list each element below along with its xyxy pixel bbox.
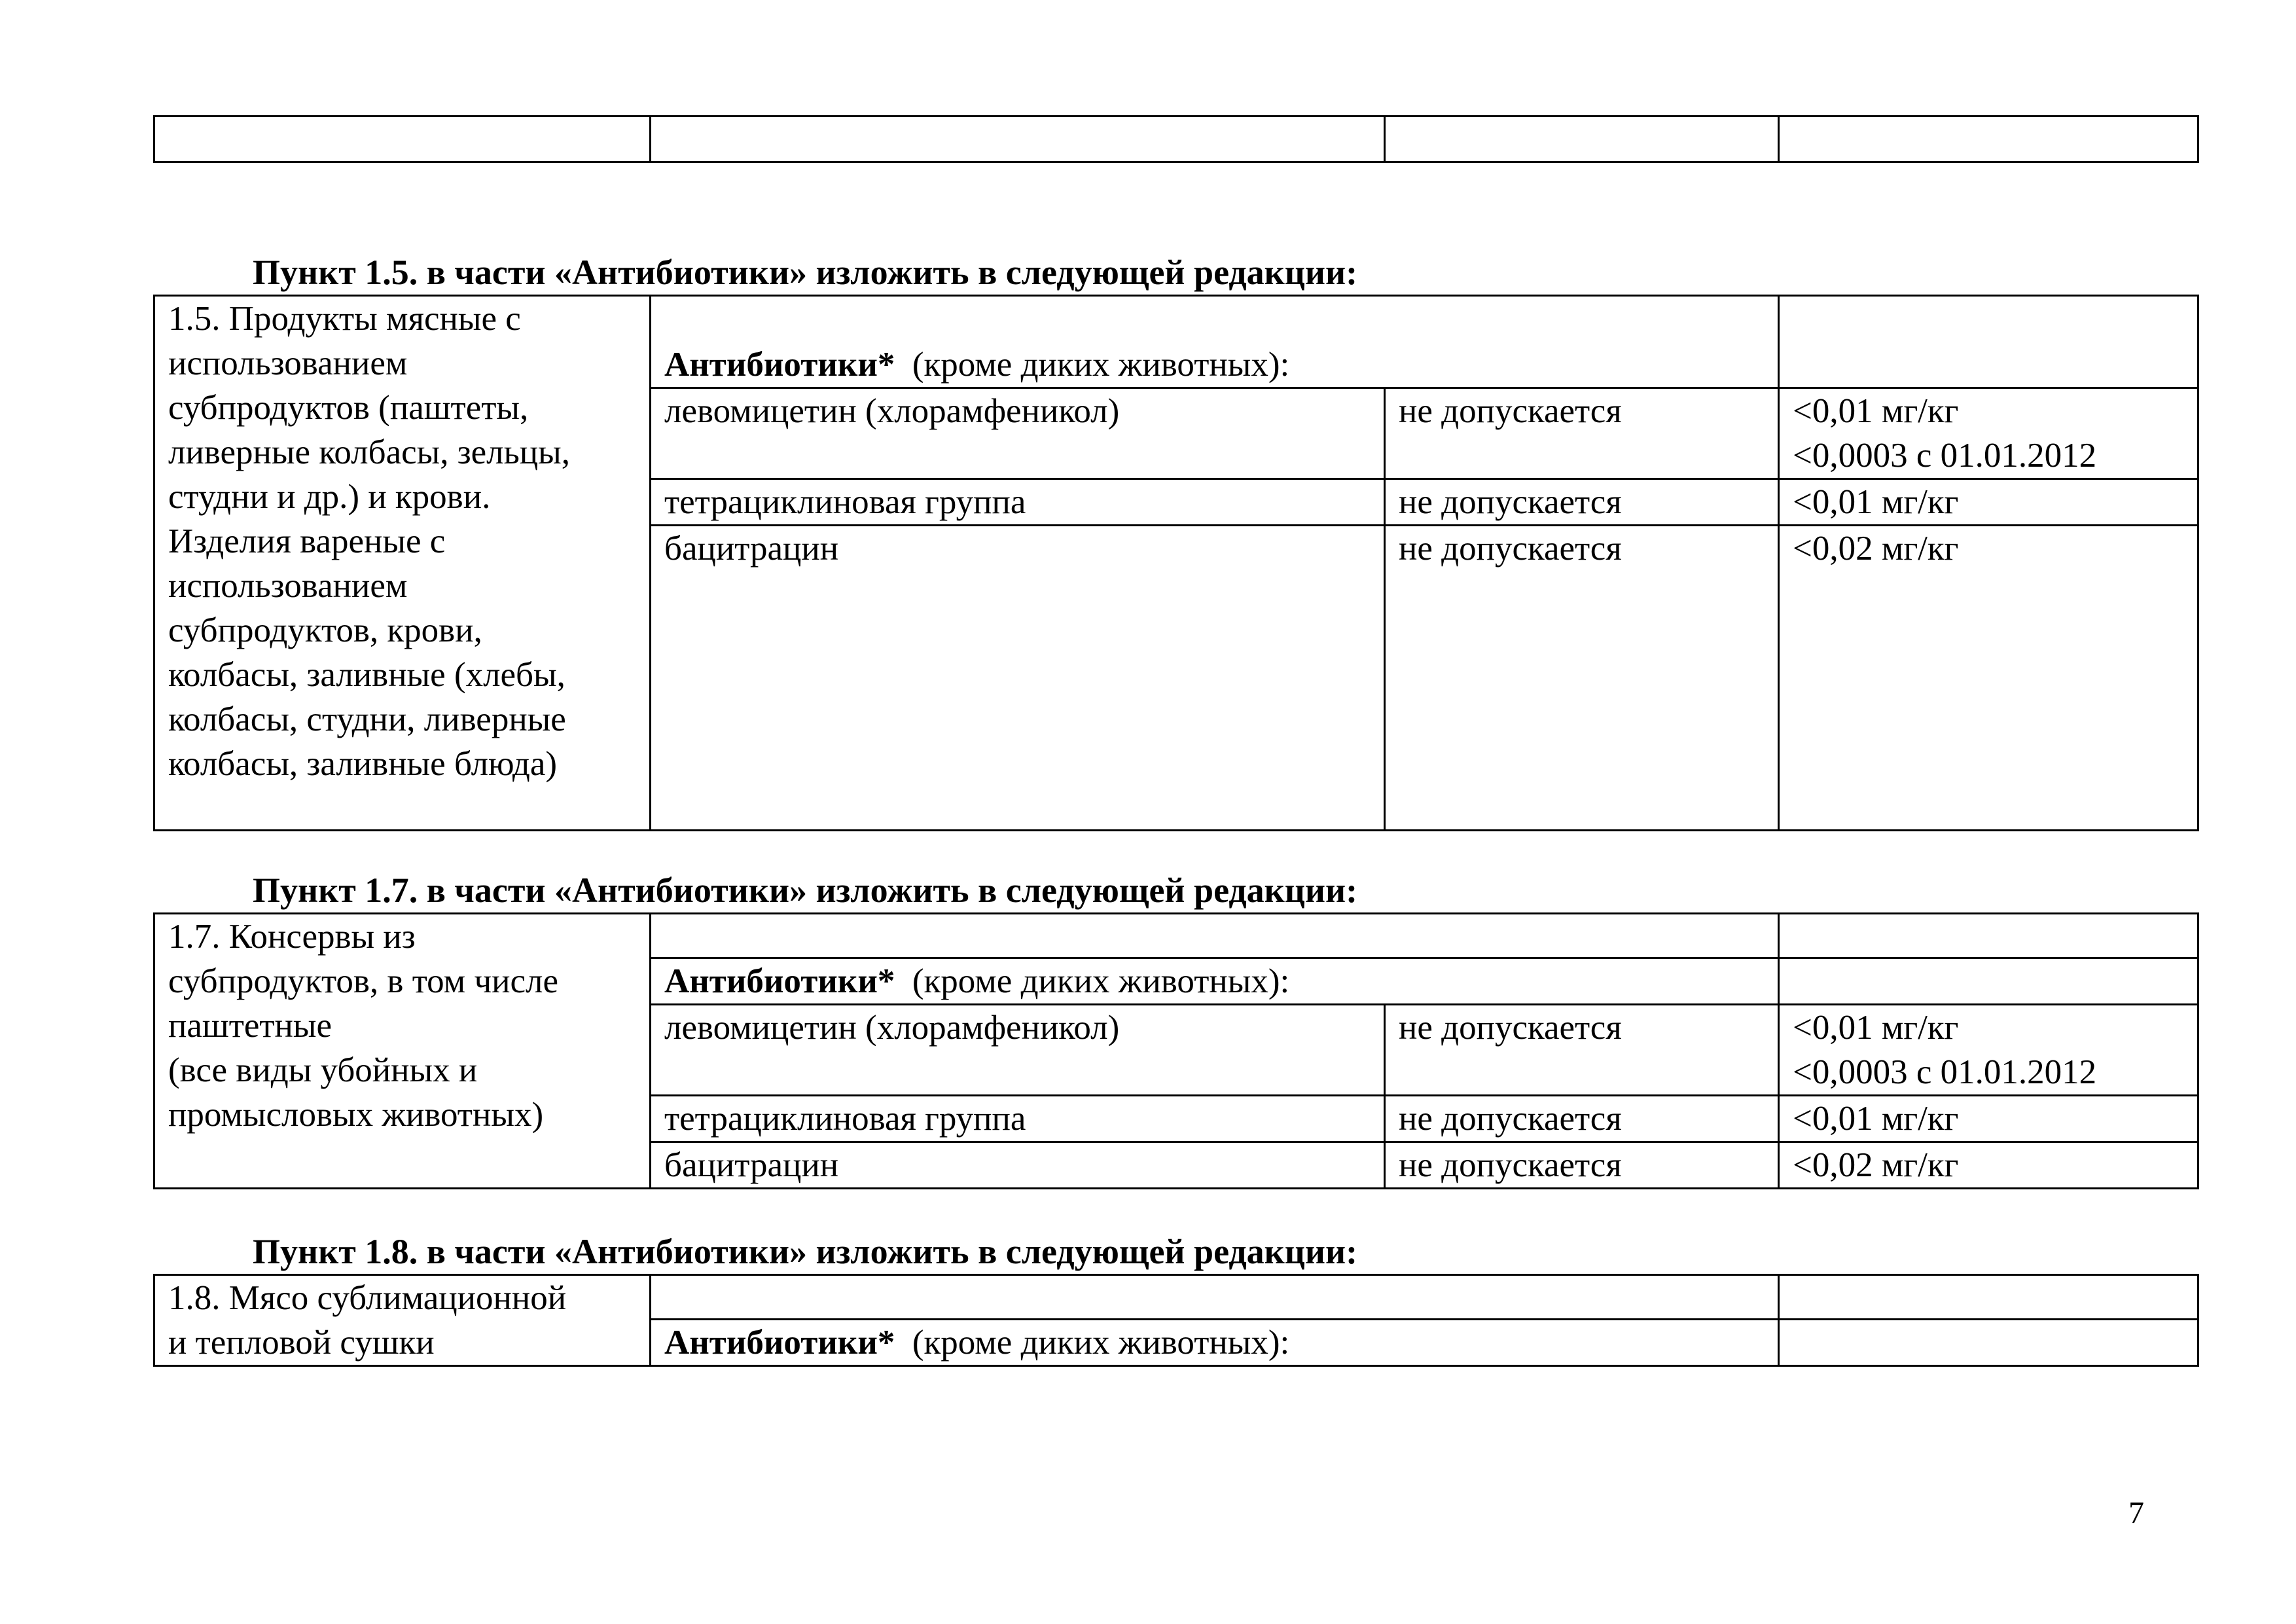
empty-cell: [1779, 958, 2198, 1005]
substance-name: левомицетин (хлорамфеникол): [651, 388, 1385, 479]
substance-limit: [1779, 388, 2198, 479]
group-note: (кроме диких животных):: [912, 1324, 1290, 1362]
section-1-8-heading: Пункт 1.8. в части «Антибиотики» изложить в следующей редакции:: [253, 1232, 1358, 1271]
product-line: субпродуктов (паштеты,: [168, 389, 529, 427]
table-row: [154, 914, 2198, 958]
product-line: 1.8. Мясо сублимационной: [168, 1279, 567, 1317]
top-table: [153, 115, 2199, 163]
table-cell: [651, 117, 1385, 162]
substance-name: левомицетин (хлорамфеникол): [651, 1005, 1385, 1096]
page-number: 7: [2128, 1496, 2144, 1530]
product-line: субпродуктов, в том числе: [168, 962, 558, 1000]
product-line: Изделия вареные с: [168, 522, 446, 560]
product-cell: [154, 296, 651, 831]
product-line: 1.7. Консервы из: [168, 918, 416, 956]
table-cell: [1779, 117, 2198, 162]
product-line: колбасы, заливные блюда): [168, 745, 558, 783]
limit-value: <0,01 мг/кг: [1793, 392, 1959, 430]
section-1-5-table: [153, 295, 2199, 831]
substance-status: не допускается: [1385, 388, 1779, 479]
product-line: 1.5. Продукты мясные с: [168, 300, 521, 338]
group-header-cell: [651, 958, 1779, 1005]
product-line: паштетные: [168, 1007, 332, 1045]
table-cell: [154, 117, 651, 162]
product-line: и тепловой сушки: [168, 1324, 435, 1362]
empty-cell: [1779, 296, 2198, 388]
product-cell: [154, 1275, 651, 1366]
empty-cell: [1779, 914, 2198, 958]
substance-name: бацитрацин: [651, 1142, 1385, 1189]
group-note: (кроме диких животных):: [912, 962, 1290, 1000]
group-note: (кроме диких животных):: [912, 346, 1290, 384]
substance-limit: [1779, 1005, 2198, 1096]
limit-value-2012: <0,0003 с 01.01.2012: [1793, 437, 2097, 475]
product-line: промысловых животных): [168, 1096, 544, 1134]
group-label: Антибиотики*: [664, 1324, 895, 1362]
product-line: использованием: [168, 344, 408, 382]
substance-status: не допускается: [1385, 1096, 1779, 1142]
group-header-cell: [651, 296, 1779, 388]
empty-cell: [651, 1275, 1779, 1320]
substance-name: бацитрацин: [651, 526, 1385, 831]
product-cell: [154, 914, 651, 1189]
substance-status: не допускается: [1385, 1005, 1779, 1096]
substance-name: тетрациклиновая группа: [651, 479, 1385, 526]
product-line: колбасы, студни, ливерные: [168, 700, 566, 738]
product-line: (все виды убойных и: [168, 1051, 478, 1089]
substance-name: тетрациклиновая группа: [651, 1096, 1385, 1142]
section-1-7-heading: Пункт 1.7. в части «Антибиотики» изложить в следующей редакции:: [253, 871, 1358, 910]
product-line: ливерные колбасы, зельцы,: [168, 433, 571, 471]
limit-value-2012: <0,0003 с 01.01.2012: [1793, 1053, 2097, 1091]
product-line: субпродуктов, крови,: [168, 611, 482, 649]
substance-limit: <0,02 мг/кг: [1779, 1142, 2198, 1189]
substance-status: не допускается: [1385, 526, 1779, 831]
substance-limit: <0,01 мг/кг: [1779, 1096, 2198, 1142]
section-1-5-heading: Пункт 1.5. в части «Антибиотики» изложить в следующей редакции:: [253, 253, 1358, 292]
empty-cell: [1779, 1275, 2198, 1320]
product-line: колбасы, заливные (хлебы,: [168, 656, 565, 694]
group-header-cell: [651, 1320, 1779, 1366]
empty-cell: [1779, 1320, 2198, 1366]
substance-limit: <0,01 мг/кг: [1779, 479, 2198, 526]
section-1-8-table: [153, 1274, 2199, 1367]
table-cell: [1385, 117, 1779, 162]
product-line: студни и др.) и крови.: [168, 478, 491, 516]
empty-cell: [651, 914, 1779, 958]
substance-limit: <0,02 мг/кг: [1779, 526, 2198, 831]
section-1-7-table: [153, 912, 2199, 1189]
table-row: [154, 117, 2198, 162]
group-label: Антибиотики*: [664, 962, 895, 1000]
group-label: Антибиотики*: [664, 346, 895, 384]
table-row: [154, 1275, 2198, 1320]
product-line: использованием: [168, 567, 408, 605]
table-row: [154, 296, 2198, 388]
substance-status: не допускается: [1385, 479, 1779, 526]
limit-value: <0,01 мг/кг: [1793, 1009, 1959, 1047]
substance-status: не допускается: [1385, 1142, 1779, 1189]
